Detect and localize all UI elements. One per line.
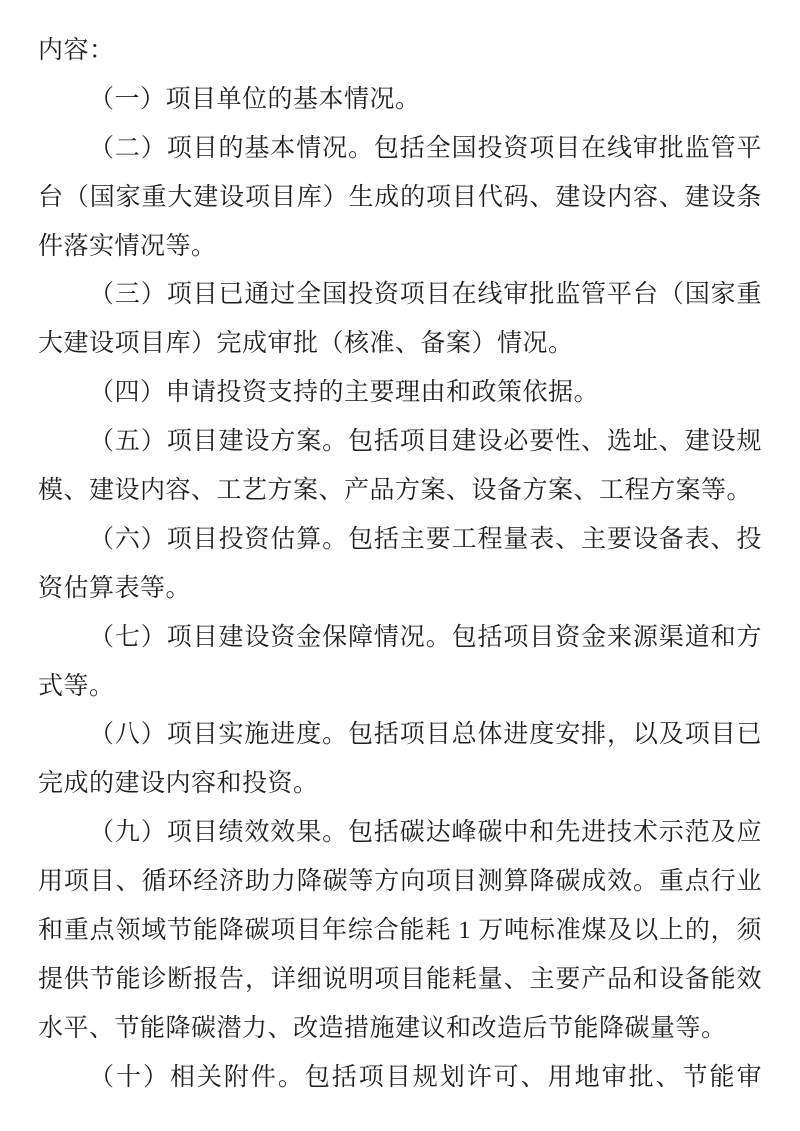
paragraph-list-item-7	[38, 614, 762, 712]
text-line: 件落实情况等。	[38, 232, 217, 260]
text-line: （三）项目已通过全国投资项目在线审批监管平台（国家重	[89, 281, 762, 309]
paragraph-section-lead	[38, 27, 762, 76]
text-line: 提供节能诊断报告，详细说明项目能耗量、主要产品和设备能效	[38, 965, 762, 993]
text-line: （一）项目单位的基本情况。	[89, 85, 421, 113]
paragraph-list-item-3	[38, 271, 762, 369]
text-line: 式等。	[38, 672, 115, 700]
text-line: 台（国家重大建设项目库）生成的项目代码、建设内容、建设条	[38, 183, 762, 211]
paragraph-list-item-8	[38, 711, 762, 809]
text-line: （二）项目的基本情况。包括全国投资项目在线审批监管平	[89, 134, 762, 162]
text-line: （九）项目绩效效果。包括碳达峰碳中和先进技术示范及应	[89, 819, 762, 847]
text-line: （七）项目建设资金保障情况。包括项目资金来源渠道和方	[89, 623, 762, 651]
text-line: 模、建设内容、工艺方案、产品方案、设备方案、工程方案等。	[38, 477, 753, 505]
text-line: 完成的建设内容和投资。	[38, 770, 319, 798]
text-line: 和重点领域节能降碳项目年综合能耗 1 万吨标准煤及以上的，须	[38, 917, 762, 945]
paragraph-list-item-9	[38, 809, 762, 1053]
paragraph-list-item-5	[38, 418, 762, 516]
paragraph-list-item-4	[38, 369, 762, 418]
text-line: 水平、节能降碳潜力、改造措施建议和改造后节能降碳量等。	[38, 1014, 727, 1042]
document-body	[38, 27, 762, 1103]
paragraph-list-item-6	[38, 516, 762, 614]
paragraph-list-item-2	[38, 125, 762, 272]
text-line: （十）相关附件。包括项目规划许可、用地审批、节能审	[89, 1063, 762, 1091]
text-line: （四）申请投资支持的主要理由和政策依据。	[89, 379, 600, 407]
text-line: 大建设项目库）完成审批（核准、备案）情况。	[38, 330, 574, 358]
paragraph-list-item-10	[38, 1054, 762, 1103]
text-line: 用项目、循环经济助力降碳等方向项目测算降碳成效。重点行业	[38, 868, 762, 896]
text-line: （六）项目投资估算。包括主要工程量表、主要设备表、投	[89, 525, 762, 553]
paragraph-list-item-1	[38, 76, 762, 125]
text-line: （八）项目实施进度。包括项目总体进度安排，以及项目已	[89, 721, 762, 749]
text-line: 资估算表等。	[38, 574, 192, 602]
text-line: （五）项目建设方案。包括项目建设必要性、选址、建设规	[89, 428, 762, 456]
text-line: 内容：	[38, 37, 115, 64]
